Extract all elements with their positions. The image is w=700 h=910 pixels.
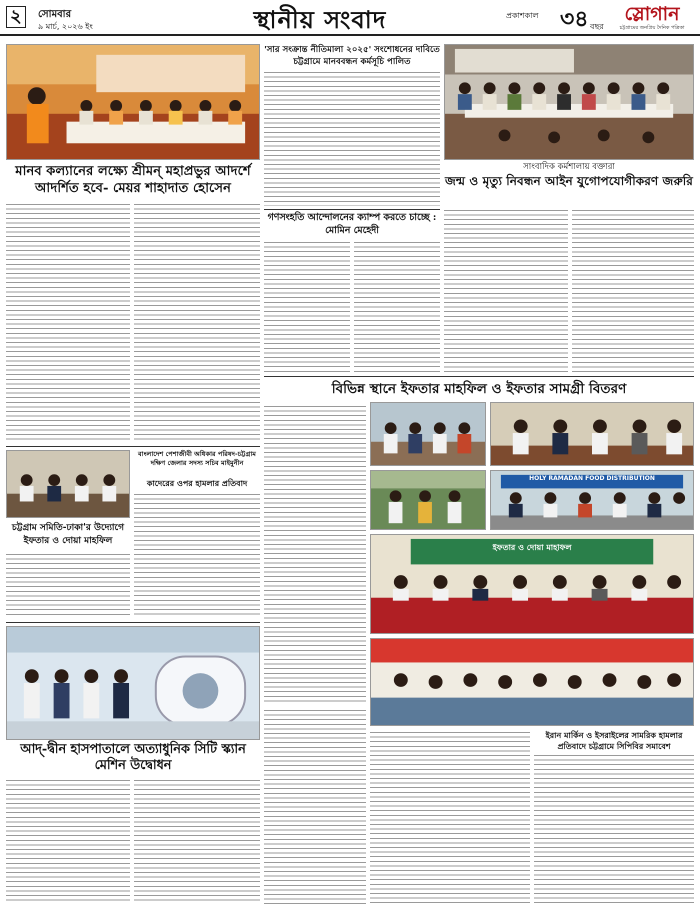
year-label: প্রকাশকাল — [506, 11, 539, 20]
year-suffix: বছর — [590, 22, 604, 31]
body-text-iftar-col2 — [370, 730, 530, 904]
headline-mahaprabhu: মানব কল্যানের লক্ষ্যে শ্রীমন্ মহাপ্রভুর আদর্শে আদর্শিত হবে- মেয়র শাহাদাত হোসেন — [15, 164, 251, 196]
body-text-hospital-col3 — [264, 708, 366, 904]
divider — [6, 446, 260, 447]
body-text-registration-col1 — [444, 208, 568, 373]
body-text-momin-col2 — [354, 240, 440, 372]
body-text-mahaprabhu-col1 — [6, 202, 130, 442]
divider — [264, 209, 440, 210]
photo-chattogram-samity — [6, 450, 130, 518]
page-number: ২ — [6, 6, 26, 28]
divider — [6, 622, 260, 623]
issue-date: ৯ মার্চ, ২০২৬ ইং — [38, 22, 93, 31]
headline-cpb-rally: ইরান মার্কিন ও ইসরাইলের সামরিক হামলার প্রতিবাদে চট্টগ্রামে সিপিবির সমাবেশ — [534, 730, 694, 754]
body-text-mahaprabhu-col2 — [134, 202, 260, 442]
headline-birth-death-registration: জন্ম ও মৃত্যু নিবন্ধন আইন যুগোপযোগীকরণ জরুরি — [445, 174, 693, 188]
body-text-professionals-council — [134, 492, 260, 618]
divider — [264, 376, 694, 377]
year-number: ৩৪ — [560, 7, 589, 32]
divider — [572, 376, 573, 377]
issue-day: সোমবার — [38, 9, 72, 20]
headline-iftar-distribution: বিভিন্ন স্থানে ইফতার মাহফিল ও ইফতার সামগ্রী বিতরণ — [331, 381, 627, 397]
subhead-professionals-council: কাদেরের ওপর হামলার প্রতিবাদ — [146, 478, 248, 488]
photo-banner-text-iftar: ইফতার ও দোয়া মাহফিল — [492, 544, 572, 552]
photo-mahaprabhu-event — [6, 44, 260, 160]
photo-iftar-gathering — [370, 638, 694, 726]
headline-momin-mehedi: গণসংহতি আন্দোলনের ক্যাম্প করতে চাচ্ছে : মোমিন মেহেদী — [267, 212, 437, 236]
photo-banner-text-ramadan: HOLY RAMADAN FOOD DISTRIBUTION — [529, 475, 655, 482]
body-text-iftar-col — [264, 404, 366, 704]
photo-iftar-mahfil-2 — [490, 402, 694, 466]
headline-professionals-council: বাংলাদেশ পেশাজীবী অধিকার পরিষদ-চট্টগ্রাম দক্ষিণ জেলার সদস্য সচিব মাইমুনীন — [138, 450, 256, 467]
body-text-iftar-col3 — [534, 730, 694, 904]
body-text-momin-col1 — [264, 240, 350, 372]
photo-iftar-mahfil-1 — [370, 402, 486, 466]
logo-text: স্লোগান — [624, 3, 680, 25]
kicker-journalist-workshop: সাংবাদিক কর্মশালায় বক্তারা — [523, 162, 615, 172]
body-text-registration-col2 — [572, 208, 694, 373]
body-text-fertilizer-policy — [264, 70, 440, 206]
photo-journalist-workshop — [444, 44, 694, 160]
newspaper-logo — [608, 3, 696, 33]
photo-ct-scan-inauguration — [6, 626, 260, 740]
section-title: স্থানীয় সংবাদ — [253, 5, 387, 34]
body-text-hospital-col2 — [134, 778, 260, 904]
logo-tagline: চট্টগ্রামের জনপ্রিয় দৈনিক পত্রিকা — [619, 25, 685, 31]
photo-iftar-distribution-1 — [370, 470, 486, 530]
headline-ad-din-hospital: আদ্-দ্বীন হাসপাতালে অত্যাধুনিক সিটি স্ক্যান মেশিন উদ্বোধন — [20, 742, 246, 773]
body-text-hospital-col1 — [6, 778, 130, 904]
headline-fertilizer-policy: 'সার সংক্রান্ত নীতিমালা ২০২৫' সংশোধনের দাবিতে চট্টগ্রামে মানববন্ধন কর্মসূচি পালিত — [264, 45, 440, 67]
body-text-chattogram-samity — [6, 552, 130, 618]
headline-chattogram-samity: চট্টগ্রাম সমিতি-ঢাকা'র উদ্যোগে ইফতার ও দোয়া মাহফিল — [11, 523, 125, 546]
